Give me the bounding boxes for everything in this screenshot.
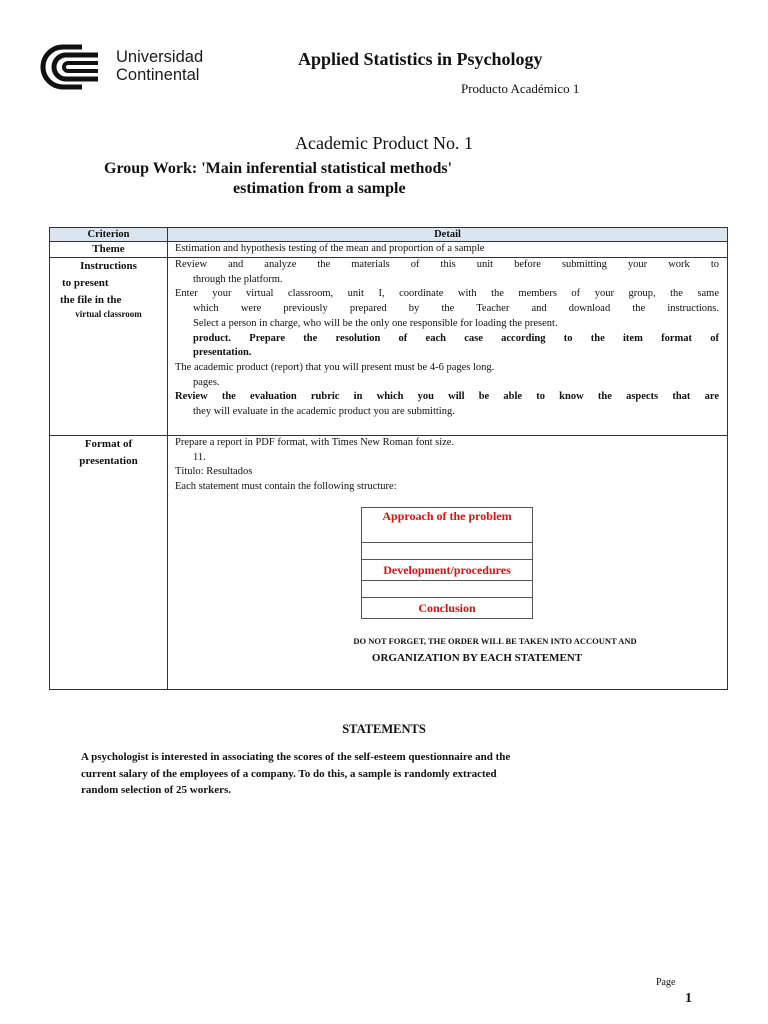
document-subtitle-line2: estimation from a sample [233, 180, 406, 197]
statement-line: A psychologist is interested in associating the scores of the self-esteem questionnaire and the [81, 751, 511, 763]
organization-note: ORGANIZATION BY EACH STATEMENT [371, 651, 583, 664]
instruction-line: through the platform. [193, 273, 283, 285]
instruction-line: which were previously prepared by the Teacher and download the instructions. [193, 303, 719, 315]
university-name: Universidad Continental [116, 48, 204, 84]
criteria-table [49, 227, 728, 690]
instruction-line: presentation. [193, 347, 252, 359]
structure-box [361, 507, 533, 619]
structure-blank [362, 542, 533, 559]
statement-line: random selection of 25 workers. [81, 784, 232, 796]
format-detail [168, 436, 728, 690]
structure-approach: Approach of the problem [362, 507, 533, 542]
university-logo-icon [40, 44, 106, 90]
page-label: Page [656, 977, 676, 988]
statement-paragraph [81, 749, 581, 799]
statements-heading: STATEMENTS [342, 722, 426, 736]
instructions-label: Instructions to present the file in the virtual classroom [50, 258, 168, 436]
structure-blank [362, 580, 533, 597]
instructions-row [50, 258, 728, 436]
instruction-line: pages. [193, 376, 220, 388]
page-number: 1 [685, 991, 692, 1006]
instruction-line: they will evaluate in the academic product you are submitting. [193, 406, 455, 418]
instructions-detail [168, 258, 728, 436]
format-row [50, 436, 728, 690]
instruction-line: Enter your virtual classroom, unit I, coordinate with the members of your group, the same [175, 288, 719, 300]
theme-label: Theme [50, 242, 168, 258]
theme-detail: Estimation and hypothesis testing of the mean and proportion of a sample [168, 242, 728, 258]
table-header-row [50, 228, 728, 242]
instruction-line: product. Prepare the resolution of each case according to the item format of [193, 332, 719, 344]
structure-conclusion: Conclusion [362, 597, 533, 618]
document-title: Academic Product No. 1 [295, 133, 473, 153]
instruction-line: The academic product (report) that you will present must be 4-6 pages long. [175, 361, 495, 373]
instruction-line: Review and analyze the materials of this unit before submitting your work to [175, 259, 719, 270]
order-note: DO NOT FORGET, THE ORDER WILL BE TAKEN INTO ACCOUNT AND [353, 635, 637, 646]
instruction-line: Review the evaluation rubric in which you will be able to know the aspects that are [175, 391, 719, 403]
structure-development: Development/procedures [362, 559, 533, 580]
format-line: Prepare a report in PDF format, with Times New Roman font size. [175, 437, 455, 448]
format-line: Título: Resultados [175, 466, 253, 478]
instruction-line: Select a person in charge, who will be the only one responsible for loading the present. [193, 317, 558, 329]
statement-line: current salary of the employees of a company. To do this, a sample is randomly extracted [81, 767, 497, 780]
document-subtitle: Group Work: 'Main inferential statistical methods' [104, 160, 453, 177]
format-line: 11. [193, 451, 206, 463]
format-label: Format of presentation [50, 436, 168, 690]
format-line: Each statement must contain the following structure: [175, 481, 397, 493]
criterion-header: Criterion [50, 228, 168, 242]
theme-row [50, 242, 728, 258]
course-title: Applied Statistics in Psychology [298, 49, 543, 69]
product-subtitle: Producto Académico 1 [461, 81, 580, 96]
detail-header: Detail [168, 228, 728, 242]
